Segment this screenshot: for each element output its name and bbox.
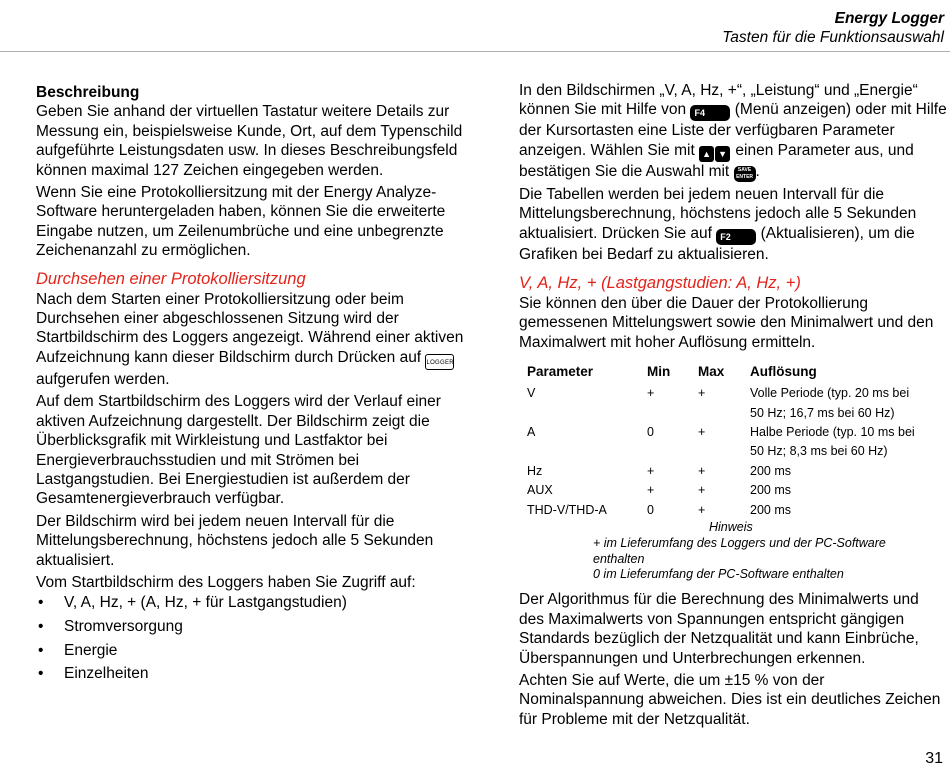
- table-cell: +: [647, 483, 655, 498]
- list-item: • Einzelheiten: [36, 664, 474, 688]
- column-header: Min: [647, 364, 671, 380]
- section-heading-lastgang: V, A, Hz, + (Lastgangstudien: A, Hz, +): [519, 274, 801, 293]
- column-header: Auflösung: [750, 364, 817, 380]
- table-row: [527, 462, 940, 481]
- right-column: [519, 81, 947, 729]
- table-cell: A: [527, 425, 536, 440]
- table-row: [527, 481, 940, 500]
- list-item: • Stromversorgung: [36, 617, 474, 641]
- table-cell: 200 ms: [750, 463, 791, 478]
- section-heading-durchsehen: Durchsehen einer Protokolliersitzung: [36, 269, 306, 288]
- beschreibung-paragraph-2: Wenn Sie eine Protokolliersitzung mit der Energy Analyze-Software heruntergeladen haben, können Sie die erweiterte Eingabe nutzen, um Zeilenumbrüche und eine unbegrenzte Zeichenanzahl zu ermöglichen.: [36, 184, 446, 260]
- durchsehen-paragraph-2: Auf dem Startbildschirm des Loggers wird der Verlauf einer aktiven Aufzeichnung dargestellt. Der Bildschirm zeigt die Überblicksgrafik mit Wirkleistung und Lastfaktor bei Energieverbrauchsstudien und mit Strömen bei Lastgangstudien. Bei Energiestudien ist außerdem der Gesamtenergieverbrauch verfügbar.: [36, 393, 441, 508]
- f2-key-icon: F2: [716, 229, 756, 245]
- table-header-row: [527, 362, 940, 384]
- table-cell: 200 ms: [750, 502, 791, 517]
- lastgang-paragraph: Sie können den über die Dauer der Protokollierung gemessenen Mittelungswert sowie den Minimalwert und den Maximalwert mit hoher Auflösung ermitteln.: [519, 295, 934, 351]
- table-cell: 200 ms: [750, 483, 791, 498]
- durchsehen-paragraph-4: Vom Startbildschirm des Loggers haben Sie Zugriff auf:: [36, 573, 416, 591]
- table-cell: 0: [647, 425, 654, 440]
- table-cell: THD-V/THD-A: [527, 502, 607, 517]
- note-line: 0 im Lieferumfang der PC-Software enthalten: [593, 567, 844, 582]
- table-cell: +: [698, 463, 706, 478]
- access-list: [36, 593, 474, 687]
- header-rule: [0, 51, 950, 52]
- algorithm-paragraph: Der Algorithmus für die Berechnung des Minimalwerts und des Maximalwerts von Spannungen entspricht gängigen Standards bezüglich der Netzqualität und kann Einbrüche, Überspannungen und Unterbrechungen erkennen.: [519, 591, 919, 667]
- table-cell: Volle Periode (typ. 20 ms bei 50 Hz; 16,7 ms bei 60 Hz): [750, 386, 910, 420]
- durchsehen-paragraph-1: Nach dem Starten einer Protokolliersitzung oder beim Durchsehen einer abgeschlossenen Sitzung wird der Startbildschirm des Loggers angezeigt. Während einer aktiven Aufzeichnung kann dieser Bildschirm durch Drücken auf LOGGER aufgerufen werden.: [36, 290, 464, 388]
- table-cell: +: [698, 483, 706, 498]
- arrow-up-key-icon: ▲: [699, 146, 714, 162]
- nominal-voltage-paragraph: Achten Sie auf Werte, die um ±15 % von der Nominalspannung abweichen. Dies ist ein deutliches Zeichen für Probleme mit der Netzqualität.: [519, 671, 941, 728]
- table-cell: Hz: [527, 463, 543, 478]
- arrow-down-key-icon: ▼: [715, 146, 730, 162]
- screens-paragraph: In den Bildschirmen „V, A, Hz, +“, „Leistung“ und „Energie“ können Sie mit Hilfe von F4 (Menü anzeigen) oder mit Hilfe der Kursortasten eine Liste der verfügbaren Parameter anzeigen. Wählen Sie mit ▲ ▼ einen Parameter aus, und bestätigen Sie die Auswahl mit SAVE ENTER .: [519, 82, 947, 180]
- note-line: + im Lieferumfang des Loggers und der PC-Software: [593, 535, 886, 550]
- page-number: 31: [925, 750, 943, 767]
- table-cell: +: [647, 463, 655, 478]
- table-row: [527, 501, 940, 520]
- table-cell: 0: [647, 502, 654, 517]
- table-cell: +: [647, 386, 655, 401]
- table-cell: +: [698, 502, 706, 517]
- left-column: [36, 83, 474, 688]
- beschreibung-heading: Beschreibung: [36, 84, 140, 101]
- table-cell: Halbe Periode (typ. 10 ms bei 50 Hz; 8,3 ms bei 60 Hz): [750, 425, 915, 459]
- f4-key-icon: F4: [690, 105, 730, 121]
- table-row: [527, 423, 940, 462]
- column-header: Parameter: [527, 364, 594, 380]
- table-cell: +: [698, 425, 706, 440]
- durchsehen-paragraph-3: Der Bildschirm wird bei jedem neuen Intervall für die Mittelungsberechnung, höchstens jedoch alle 5 Sekunden aktualisiert.: [36, 512, 434, 569]
- tables-paragraph: Die Tabellen werden bei jedem neuen Intervall für die Mittelungsberechnung, höchstens jedoch alle 5 Sekunden aktualisiert. Drücken Sie auf F2 (Aktualisieren), um die Grafiken bei Bedarf zu aktualisieren.: [519, 185, 917, 263]
- table-cell: AUX: [527, 483, 553, 498]
- save-enter-key-icon: SAVE ENTER: [734, 166, 756, 182]
- table-row: [527, 384, 940, 423]
- column-header: Max: [698, 364, 725, 380]
- note-heading: Hinweis: [709, 520, 753, 535]
- logger-key-icon: LOGGER: [425, 354, 454, 370]
- parameter-table: [527, 362, 940, 520]
- beschreibung-paragraph-1: Geben Sie anhand der virtuellen Tastatur weitere Details zur Messung ein, beispielsweise Kunde, Ort, auf dem Typenschild aufgeführte Leistungsdaten usw. In dieses Beschreibungsfeld können maximal 127 Zeichen eingegeben werden.: [36, 103, 463, 179]
- header-subtitle: Tasten für die Funktionsauswahl: [722, 29, 944, 46]
- list-item: • Energie: [36, 641, 474, 665]
- header-title: Energy Logger: [834, 10, 944, 27]
- table-cell: V: [527, 386, 536, 401]
- list-item: • V, A, Hz, + (A, Hz, + für Lastgangstudien): [36, 593, 474, 617]
- note-line: enthalten: [593, 551, 645, 566]
- table-cell: +: [698, 386, 706, 401]
